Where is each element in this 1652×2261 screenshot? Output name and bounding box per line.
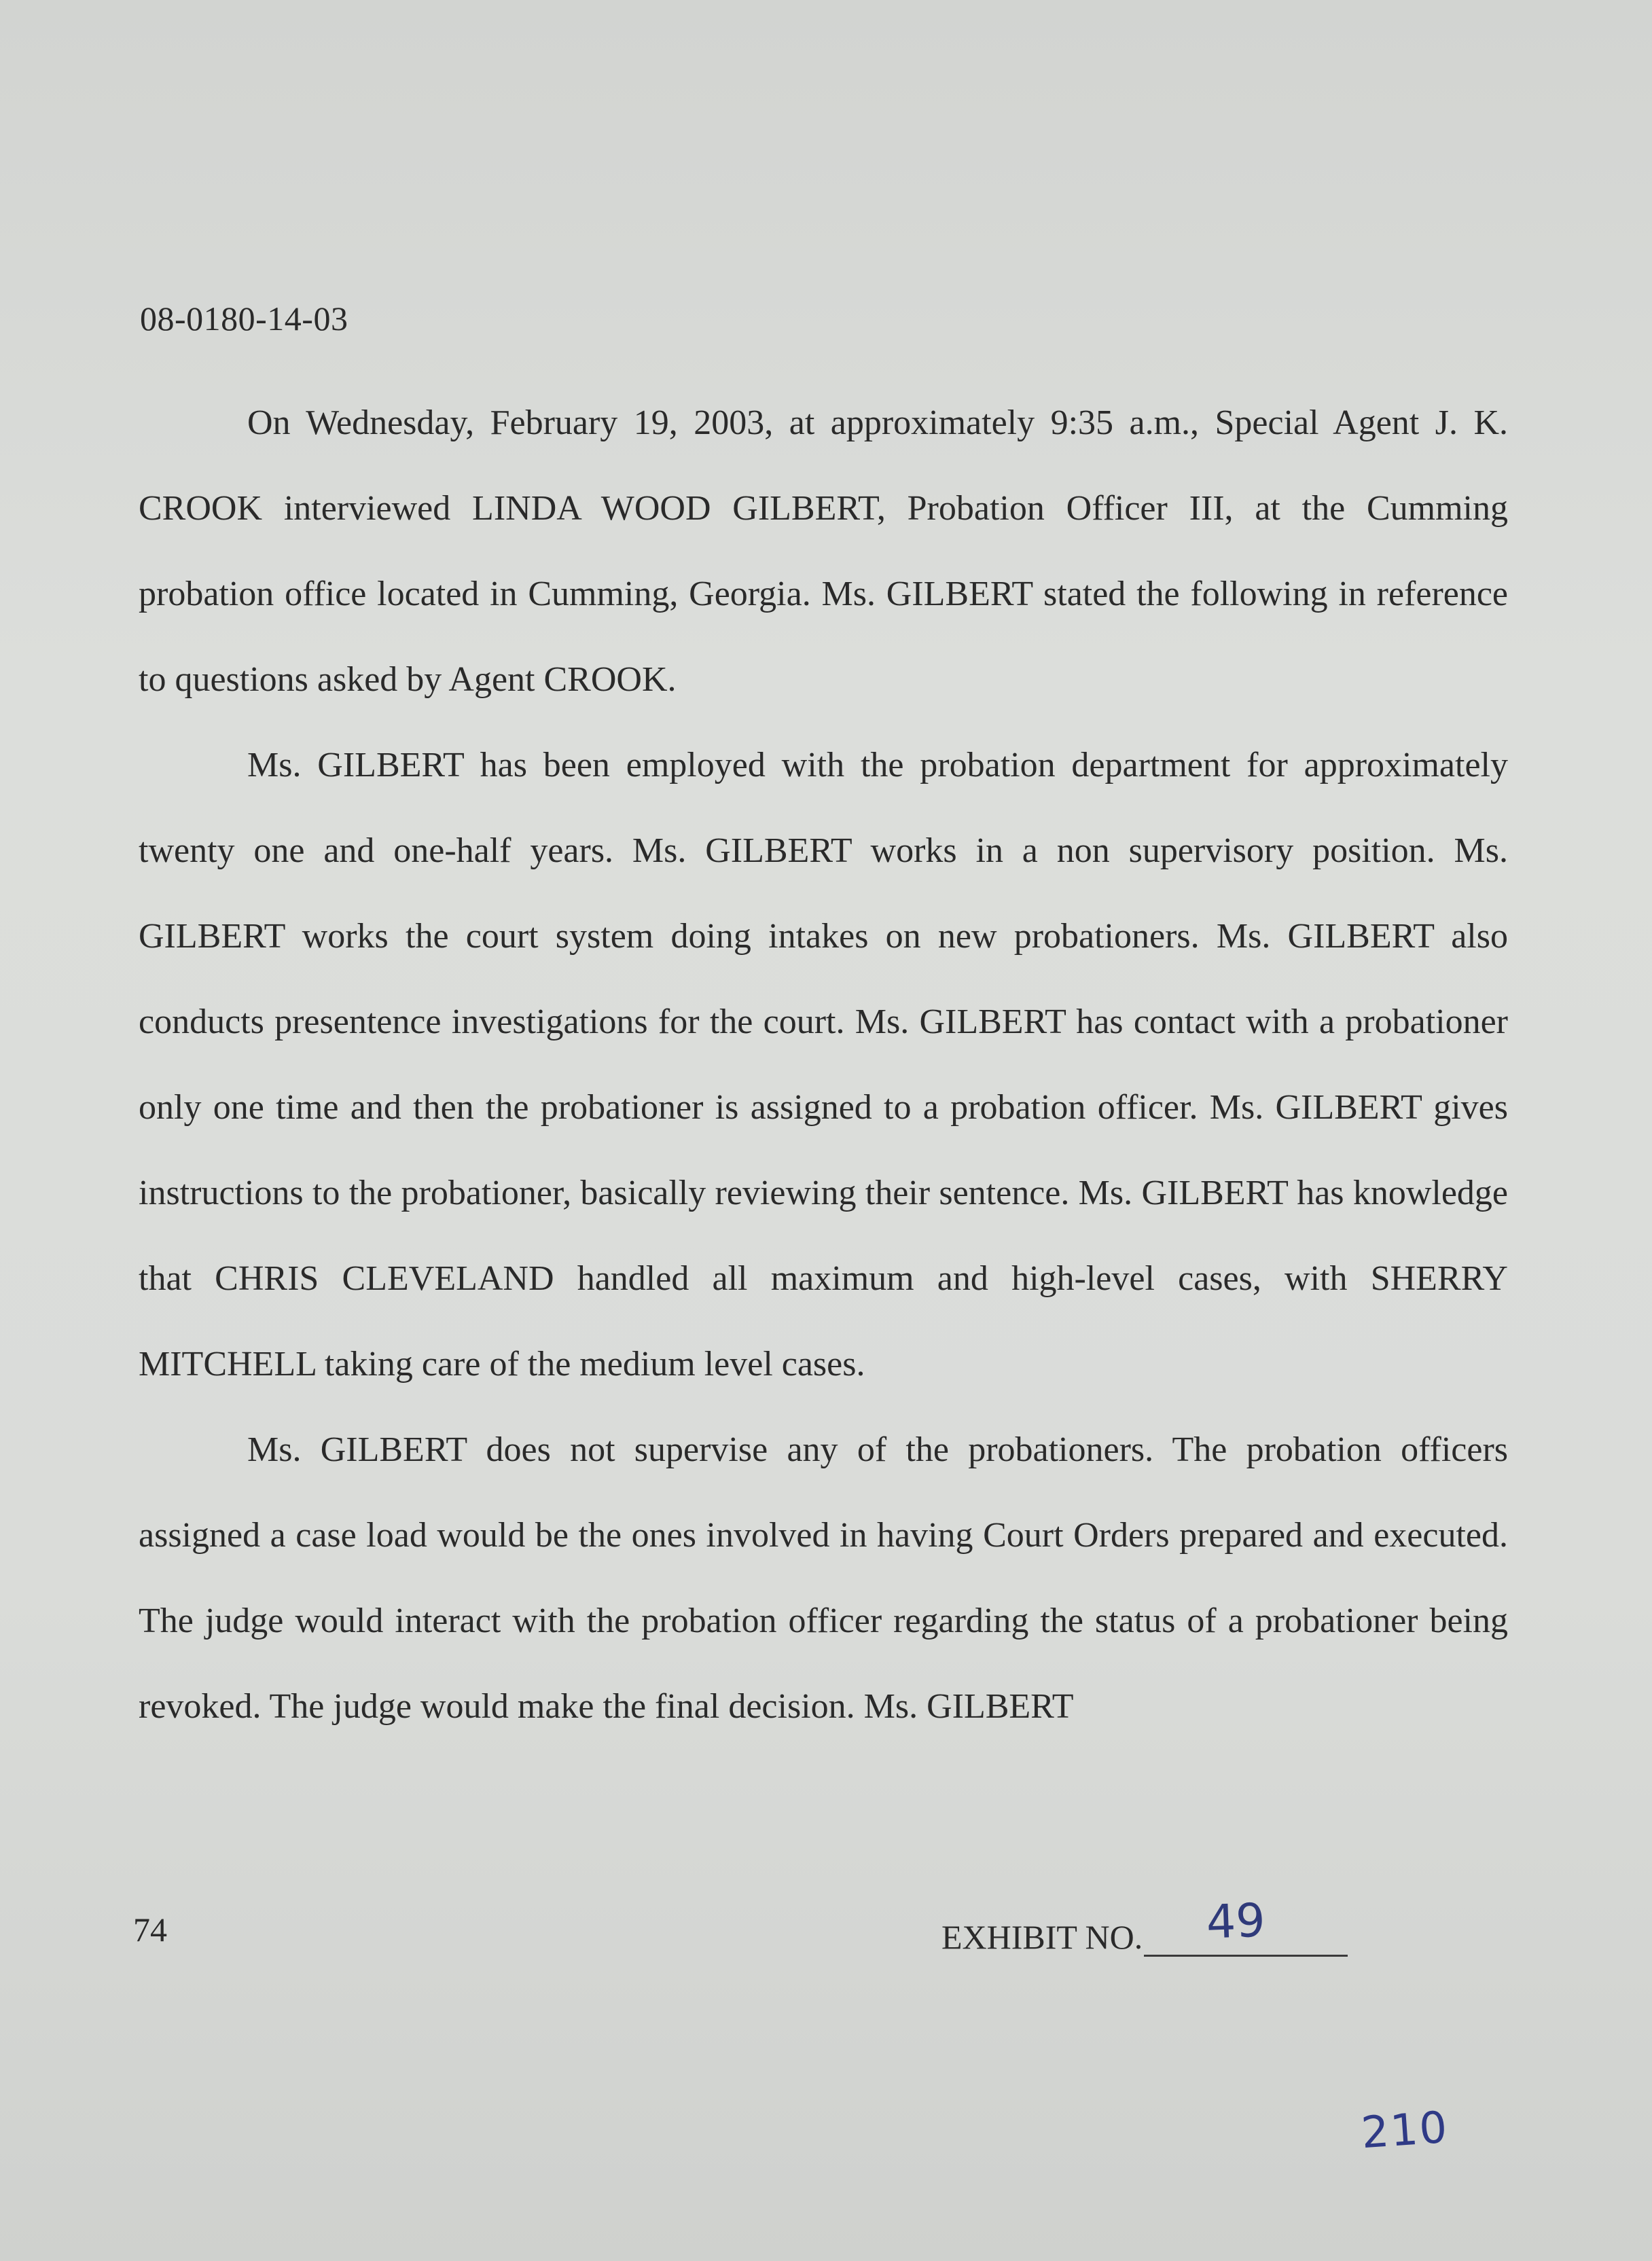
paragraph-interview-intro: On Wednesday, February 19, 2003, at approximately 9:35 a.m., Special Agent J. K. CROOK interviewed LINDA WOOD GILBERT, Probation Officer III, at the Cumming probation office located in Cumming, Georgia. Ms. GILBERT stated the following in reference to questions asked by Agent CROOK. (139, 403, 1508, 699)
exhibit-underline (1144, 1894, 1348, 1957)
paragraph-supervision: Ms. GILBERT does not supervise any of the probationers. The probation officers assigned a case load would be the ones involved in having Court Orders prepared and executed. The judge would interact with the probation officer regarding the status of a probationer being revoked. The judge would make the final decision. Ms. GILBERT (139, 1430, 1508, 1726)
page-number: 74 (133, 1911, 167, 1949)
exhibit-block (941, 1894, 1348, 1957)
exhibit-label: EXHIBIT NO. (941, 1918, 1143, 1956)
handwritten-page-number: 210 (1359, 2102, 1450, 2159)
file-number: 08-0180-14-03 (140, 300, 348, 338)
exhibit-number-handwritten: 49 (1205, 1894, 1267, 1950)
document-body (139, 380, 1508, 1750)
paragraph-employment: Ms. GILBERT has been employed with the probation department for approximately twenty one and one-half years. Ms. GILBERT works in a non supervisory position. Ms. GILBERT works the court system doing intakes on new probationers. Ms. GILBERT also conducts presentence investigations for the court. Ms. GILBERT has contact with a probationer only one time and then the probationer is assigned to a probation officer. Ms. GILBERT gives instructions to the probationer, basically reviewing their sentence. Ms. GILBERT has knowledge that CHRIS CLEVELAND handled all maximum and high-level cases, with SHERRY MITCHELL taking care of the medium level cases. (139, 746, 1508, 1383)
